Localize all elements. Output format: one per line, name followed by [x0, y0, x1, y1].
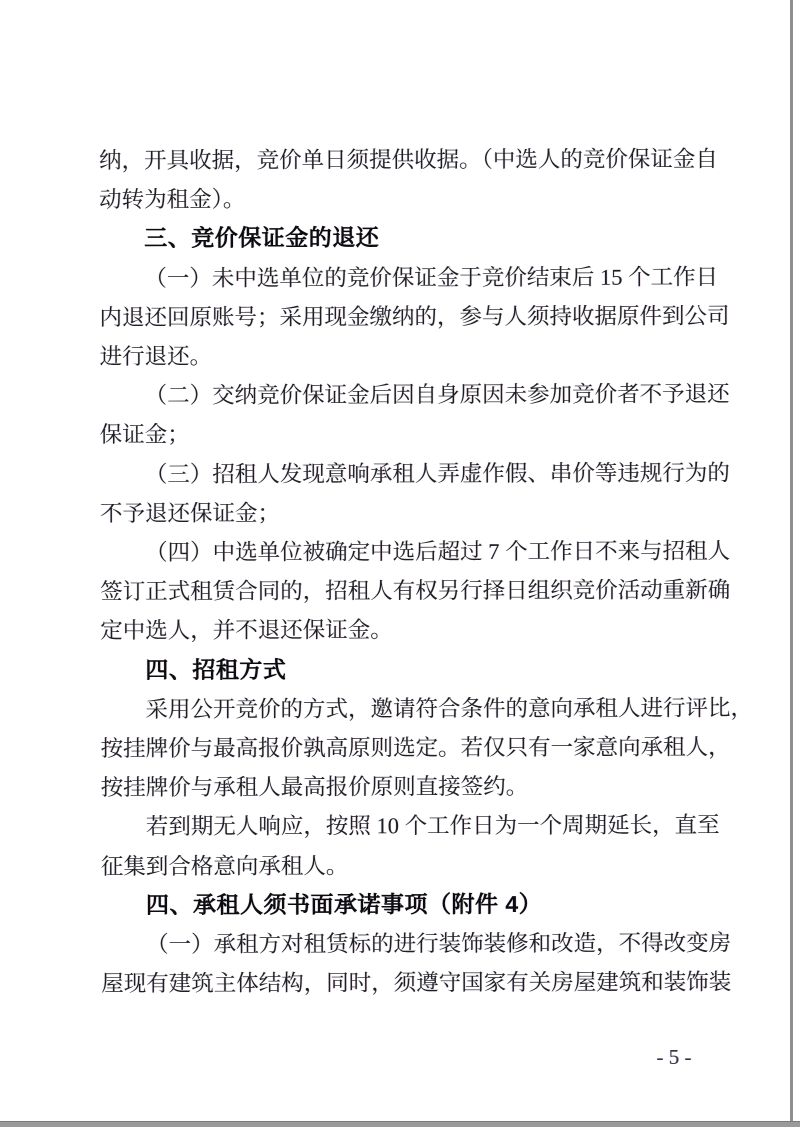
doc-line: 不予退还保证金； — [99, 500, 281, 526]
doc-line: （四）中选单位被确定中选后超过 7 个工作日不来与招租人 — [145, 538, 731, 565]
doc-line: 保证金； — [99, 422, 190, 448]
doc-line: 定中选人，并不退还保证金。 — [100, 617, 393, 644]
doc-line: 征集到合格意向承租人。 — [100, 853, 349, 879]
page-number: - 5 - — [656, 1045, 692, 1069]
doc-line: 采用公开竞价的方式，邀请符合条件的意向承租人进行评比， — [145, 695, 754, 722]
scan-edge-bottom — [0, 1121, 800, 1127]
document-body — [99, 139, 754, 1003]
section-heading: 三、竞价保证金的退还 — [144, 224, 380, 252]
doc-line: 签订正式租赁合同的，招租人有权另行择日组织竞价活动重新确 — [100, 577, 731, 605]
doc-line: 内退还回原账号；采用现金缴纳的，参与人须持收据原件到公司 — [99, 303, 730, 330]
doc-line: 屋现有建筑主体结构，同时，须遵守国家有关房屋建筑和装饰装 — [101, 969, 732, 997]
doc-line: （二）交纳竞价保证金后因自身原因未参加竞价者不予退还 — [144, 381, 730, 409]
doc-line: 若到期无人响应，按照 10 个工作日为一个周期延长，直至 — [145, 812, 720, 840]
doc-line: 按挂牌价与最高报价孰高原则选定。若仅只有一家意向承租人， — [100, 734, 731, 762]
scan-edge-right — [790, 0, 793, 1123]
doc-line: （三）招租人发现意响承租人弄虚作假、串价等违规行为的 — [144, 459, 730, 487]
doc-line: （一）未中选单位的竞价保证金于竞价结束后 15 个工作日 — [144, 263, 719, 291]
section-heading: 四、招租方式 — [145, 656, 287, 683]
section-heading: 四、承租人须书面承诺事项（附件 4） — [145, 890, 543, 918]
doc-line: 按挂牌价与承租人最高报价原则直接签约。 — [100, 774, 529, 801]
doc-line: 纳，开具收据，竞价单日须提供收据。（中选人的竞价保证金自 — [99, 146, 718, 173]
doc-line: 进行退还。 — [99, 343, 213, 370]
doc-line: （一）承租方对租赁标的进行装饰装修和改造，不得改变房 — [146, 930, 732, 957]
doc-line: 动转为租金）。 — [99, 186, 246, 213]
